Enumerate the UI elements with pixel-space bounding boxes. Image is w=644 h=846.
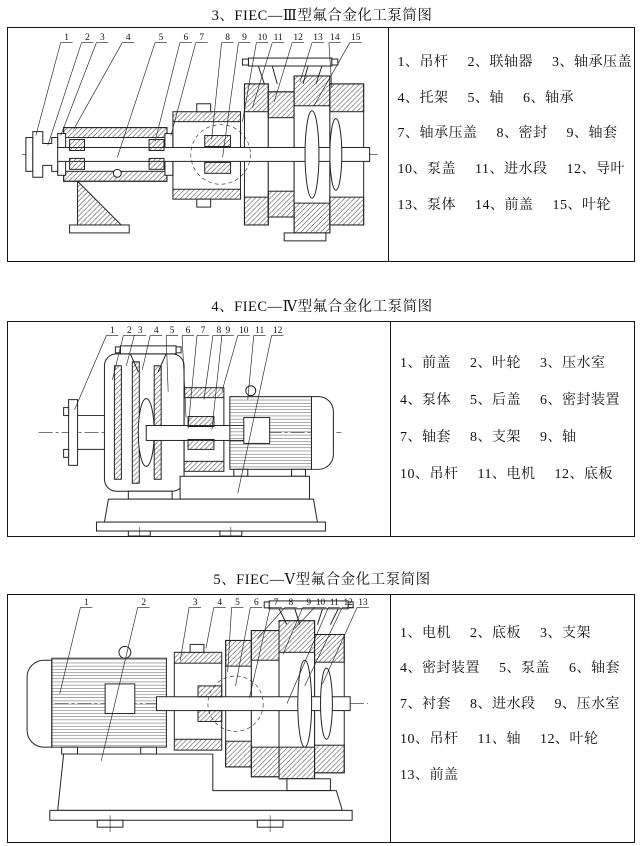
part-item: 6、密封装置: [540, 393, 620, 409]
part-item: 1、电机: [400, 625, 451, 641]
callout-number: 3: [137, 325, 143, 336]
section-box-fiec-5: [7, 594, 635, 843]
lifting-eye: [119, 646, 131, 658]
callout-number: 12: [293, 33, 303, 44]
parts-line: [400, 650, 632, 686]
part-item: 10、吊杆: [400, 466, 459, 482]
shaft: [52, 147, 370, 161]
section-title-fiec-4: 4、FIEC—Ⅳ型氟合金化工泵简图: [211, 299, 433, 315]
pump-diagram-fiec-3: [8, 28, 388, 261]
callout-number: 4: [153, 325, 159, 336]
part-item: 12、导叶: [566, 162, 625, 178]
part-item: 15、叶轮: [552, 198, 611, 214]
part-item: 5、泵盖: [499, 661, 550, 677]
callout-leader-line: [155, 43, 180, 142]
callout-number: 10: [257, 33, 268, 44]
callout-number: 12: [272, 325, 283, 336]
pump-diagram-fiec-4: [8, 322, 390, 536]
section-title-fiec-3: 3、FIEC—Ⅲ型氟合金化工泵简图: [211, 8, 433, 24]
parts-line: [398, 43, 633, 79]
part-item: 13、泵体: [397, 198, 456, 214]
callout-leader-line: [222, 335, 238, 391]
pump-foot: [287, 779, 330, 791]
callout-number: 10: [239, 325, 249, 336]
callout-number: 7: [199, 33, 205, 44]
callout-number: 11: [255, 325, 265, 336]
parts-line: [400, 685, 632, 721]
part-item: 8、密封: [496, 126, 548, 142]
callout-number: 3: [100, 33, 105, 44]
part-item: 6、轴承: [523, 90, 574, 106]
part-item: 8、支架: [470, 429, 521, 445]
part-item: 3、压水室: [540, 356, 606, 372]
parts-line: [400, 614, 632, 650]
pump-diagram-fiec-5: [8, 595, 390, 842]
callout-leader-line: [206, 607, 214, 648]
callout-number: 1: [110, 325, 115, 336]
part-item: 3、轴承压盖: [552, 54, 632, 70]
part-item: 9、轴套: [566, 126, 618, 142]
part-item: 9、压水室: [554, 696, 620, 712]
section-box-fiec-4: [7, 321, 635, 537]
callout-number: 10: [315, 597, 326, 608]
callout-number: 8: [288, 597, 294, 608]
part-item: 11、电机: [477, 466, 536, 482]
callout-number: 1: [64, 33, 69, 44]
callout-number: 15: [350, 33, 361, 44]
parts-line: [398, 79, 633, 115]
callout-leader-line: [188, 335, 197, 428]
parts-list-fiec-4: [390, 322, 634, 536]
callout-number: 2: [126, 325, 132, 336]
callout-number: 5: [158, 33, 164, 44]
parts-list-fiec-3: [388, 28, 635, 261]
callout-number: 6: [185, 325, 191, 336]
part-item: 8、进水段: [470, 696, 536, 712]
callout-number: 3: [192, 597, 198, 608]
part-item: 7、轴套: [400, 429, 451, 445]
parts-line: [398, 115, 633, 151]
part-item: 2、底板: [470, 625, 521, 641]
part-item: 1、前盖: [400, 356, 451, 372]
part-item: 10、吊杆: [400, 732, 459, 748]
callout-number: 5: [235, 597, 240, 608]
callout-number: 11: [273, 33, 283, 44]
part-item: 6、轴套: [569, 661, 620, 677]
pump-foot: [284, 233, 326, 241]
callout-leader-line: [74, 43, 123, 130]
part-item: 11、进水段: [475, 162, 548, 178]
callout-leader-line: [212, 335, 222, 429]
callout-leader-line: [36, 43, 61, 136]
parts-line: [400, 721, 632, 757]
callout-number: 7: [273, 597, 279, 608]
part-item: 14、前盖: [475, 198, 534, 214]
callout-number: 9: [225, 325, 231, 336]
lifting-eye: [246, 386, 256, 396]
part-item: 1、吊杆: [397, 54, 449, 70]
part-item: 12、底板: [554, 466, 613, 482]
callout-number: 5: [169, 325, 175, 336]
callout-number: 7: [200, 325, 206, 336]
parts-line: [400, 418, 632, 455]
callout-number: 6: [253, 597, 259, 608]
callout-number: 1: [84, 597, 89, 608]
part-item: 10、泵盖: [397, 162, 456, 178]
callout-leader-line: [212, 43, 222, 140]
part-item: 11、轴: [477, 732, 521, 748]
callout-number: 4: [125, 33, 131, 44]
parts-line: [398, 150, 633, 186]
section-box-fiec-3: [7, 27, 635, 262]
callout-number: 2: [141, 597, 147, 608]
part-item: 9、轴: [540, 429, 577, 445]
part-item: 5、后盖: [470, 393, 521, 409]
callout-number: 8: [216, 325, 222, 336]
callout-number: 2: [85, 33, 90, 44]
part-item: 4、密封装置: [400, 661, 480, 677]
callout-number: 11: [329, 597, 339, 608]
callout-number: 13: [313, 33, 323, 44]
parts-line: [400, 756, 632, 792]
section-title-fiec-5: 5、FIEC—Ⅴ型氟合金化工泵简图: [213, 572, 431, 588]
part-item: 5、轴: [467, 90, 504, 106]
part-item: 7、衬套: [400, 696, 451, 712]
callout-leader-line: [75, 335, 107, 409]
diagram-cell-fiec-5: [8, 595, 390, 842]
part-item: 13、前盖: [400, 767, 459, 783]
parts-line: [398, 186, 633, 222]
diagram-cell-fiec-3: [8, 28, 388, 261]
part-item: 4、托架: [397, 90, 449, 106]
callout-number: 6: [183, 33, 189, 44]
parts-line: [400, 344, 632, 381]
parts-line: [400, 454, 632, 491]
callout-number: 4: [217, 597, 223, 608]
part-item: 12、叶轮: [539, 732, 599, 748]
parts-list-fiec-5: [390, 595, 634, 842]
part-item: 7、轴承压盖: [397, 126, 478, 142]
callout-number: 8: [225, 33, 230, 44]
part-item: 3、支架: [540, 625, 591, 641]
diagram-cell-fiec-4: [8, 322, 390, 536]
callout-number: 12: [343, 597, 353, 608]
callout-number: 14: [330, 33, 340, 44]
coupling: [26, 132, 58, 178]
support-foot: [70, 181, 130, 233]
parts-line: [400, 381, 632, 418]
callout-number: 9: [242, 33, 247, 44]
part-item: 2、叶轮: [470, 356, 521, 372]
callout-number: 13: [358, 597, 368, 608]
part-item: 4、泵体: [400, 393, 451, 409]
motor: [230, 386, 334, 477]
motor: [27, 646, 166, 754]
callout-number: 9: [306, 597, 312, 608]
part-item: 2、联轴器: [467, 54, 533, 70]
